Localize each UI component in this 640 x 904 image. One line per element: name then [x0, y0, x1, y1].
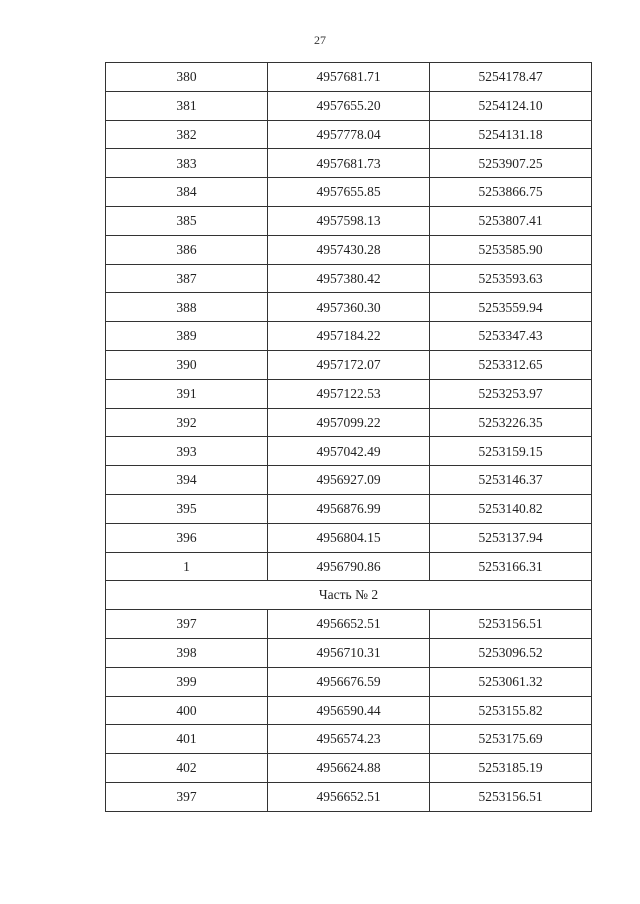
table-row: [106, 754, 592, 783]
table-row: [106, 494, 592, 523]
point-number-cell: 380: [106, 63, 268, 92]
x-coordinate-cell: 4957042.49: [268, 437, 430, 466]
point-number-cell: 401: [106, 725, 268, 754]
y-coordinate-cell: 5253166.31: [430, 552, 592, 581]
x-coordinate-cell: 4956676.59: [268, 667, 430, 696]
y-coordinate-cell: 5253137.94: [430, 523, 592, 552]
y-coordinate-cell: 5253159.15: [430, 437, 592, 466]
table-row: [106, 782, 592, 811]
point-number-cell: 381: [106, 91, 268, 120]
table-row: [106, 63, 592, 92]
point-number-cell: 386: [106, 235, 268, 264]
point-number-cell: 392: [106, 408, 268, 437]
x-coordinate-cell: 4956624.88: [268, 754, 430, 783]
y-coordinate-cell: 5253559.94: [430, 293, 592, 322]
y-coordinate-cell: 5254131.18: [430, 120, 592, 149]
table-row: [106, 379, 592, 408]
x-coordinate-cell: 4956710.31: [268, 638, 430, 667]
table-row: [106, 350, 592, 379]
table-row: [106, 206, 592, 235]
table-row: [106, 322, 592, 351]
x-coordinate-cell: 4957655.85: [268, 178, 430, 207]
x-coordinate-cell: 4957598.13: [268, 206, 430, 235]
table-row: [106, 725, 592, 754]
table-row: [106, 120, 592, 149]
x-coordinate-cell: 4956652.51: [268, 610, 430, 639]
table-row: [106, 264, 592, 293]
x-coordinate-cell: 4956652.51: [268, 782, 430, 811]
page-number: 27: [314, 33, 326, 47]
y-coordinate-cell: 5253096.52: [430, 638, 592, 667]
x-coordinate-cell: 4957681.73: [268, 149, 430, 178]
point-number-cell: 394: [106, 466, 268, 495]
y-coordinate-cell: 5254178.47: [430, 63, 592, 92]
x-coordinate-cell: 4956876.99: [268, 494, 430, 523]
point-number-cell: 400: [106, 696, 268, 725]
x-coordinate-cell: 4957099.22: [268, 408, 430, 437]
point-number-cell: 391: [106, 379, 268, 408]
table-row: [106, 408, 592, 437]
point-number-cell: 385: [106, 206, 268, 235]
table-row: [106, 178, 592, 207]
x-coordinate-cell: 4957184.22: [268, 322, 430, 351]
point-number-cell: 402: [106, 754, 268, 783]
x-coordinate-cell: 4956590.44: [268, 696, 430, 725]
y-coordinate-cell: 5253156.51: [430, 782, 592, 811]
table-row: [106, 696, 592, 725]
x-coordinate-cell: 4956790.86: [268, 552, 430, 581]
point-number-cell: 388: [106, 293, 268, 322]
y-coordinate-cell: 5253347.43: [430, 322, 592, 351]
table-row: [106, 91, 592, 120]
point-number-cell: 399: [106, 667, 268, 696]
y-coordinate-cell: 5253155.82: [430, 696, 592, 725]
table-row: [106, 437, 592, 466]
table-row: [106, 466, 592, 495]
table-row: [106, 552, 592, 581]
y-coordinate-cell: 5253061.32: [430, 667, 592, 696]
x-coordinate-cell: 4956804.15: [268, 523, 430, 552]
coordinates-table: [105, 62, 592, 812]
point-number-cell: 389: [106, 322, 268, 351]
x-coordinate-cell: 4957122.53: [268, 379, 430, 408]
x-coordinate-cell: 4957681.71: [268, 63, 430, 92]
point-number-cell: 397: [106, 782, 268, 811]
point-number-cell: 393: [106, 437, 268, 466]
y-coordinate-cell: 5253185.19: [430, 754, 592, 783]
point-number-cell: 383: [106, 149, 268, 178]
y-coordinate-cell: 5253140.82: [430, 494, 592, 523]
y-coordinate-cell: 5253907.25: [430, 149, 592, 178]
table-row: [106, 293, 592, 322]
y-coordinate-cell: 5253312.65: [430, 350, 592, 379]
table-row: [106, 235, 592, 264]
y-coordinate-cell: 5253253.97: [430, 379, 592, 408]
y-coordinate-cell: 5253807.41: [430, 206, 592, 235]
x-coordinate-cell: 4957430.28: [268, 235, 430, 264]
y-coordinate-cell: 5254124.10: [430, 91, 592, 120]
table-row: [106, 523, 592, 552]
y-coordinate-cell: 5253156.51: [430, 610, 592, 639]
x-coordinate-cell: 4956574.23: [268, 725, 430, 754]
x-coordinate-cell: 4957778.04: [268, 120, 430, 149]
x-coordinate-cell: 4957360.30: [268, 293, 430, 322]
point-number-cell: 387: [106, 264, 268, 293]
table-row: [106, 667, 592, 696]
x-coordinate-cell: 4957380.42: [268, 264, 430, 293]
y-coordinate-cell: 5253585.90: [430, 235, 592, 264]
x-coordinate-cell: 4956927.09: [268, 466, 430, 495]
coordinates-table-body: [106, 63, 592, 812]
point-number-cell: 395: [106, 494, 268, 523]
y-coordinate-cell: 5253866.75: [430, 178, 592, 207]
point-number-cell: 1: [106, 552, 268, 581]
point-number-cell: 390: [106, 350, 268, 379]
section-header-row: [106, 581, 592, 610]
y-coordinate-cell: 5253146.37: [430, 466, 592, 495]
section-label: Часть № 2: [106, 581, 592, 610]
point-number-cell: 397: [106, 610, 268, 639]
point-number-cell: 398: [106, 638, 268, 667]
x-coordinate-cell: 4957172.07: [268, 350, 430, 379]
point-number-cell: 384: [106, 178, 268, 207]
y-coordinate-cell: 5253593.63: [430, 264, 592, 293]
table-row: [106, 638, 592, 667]
point-number-cell: 382: [106, 120, 268, 149]
x-coordinate-cell: 4957655.20: [268, 91, 430, 120]
table-row: [106, 610, 592, 639]
y-coordinate-cell: 5253226.35: [430, 408, 592, 437]
point-number-cell: 396: [106, 523, 268, 552]
table-row: [106, 149, 592, 178]
y-coordinate-cell: 5253175.69: [430, 725, 592, 754]
